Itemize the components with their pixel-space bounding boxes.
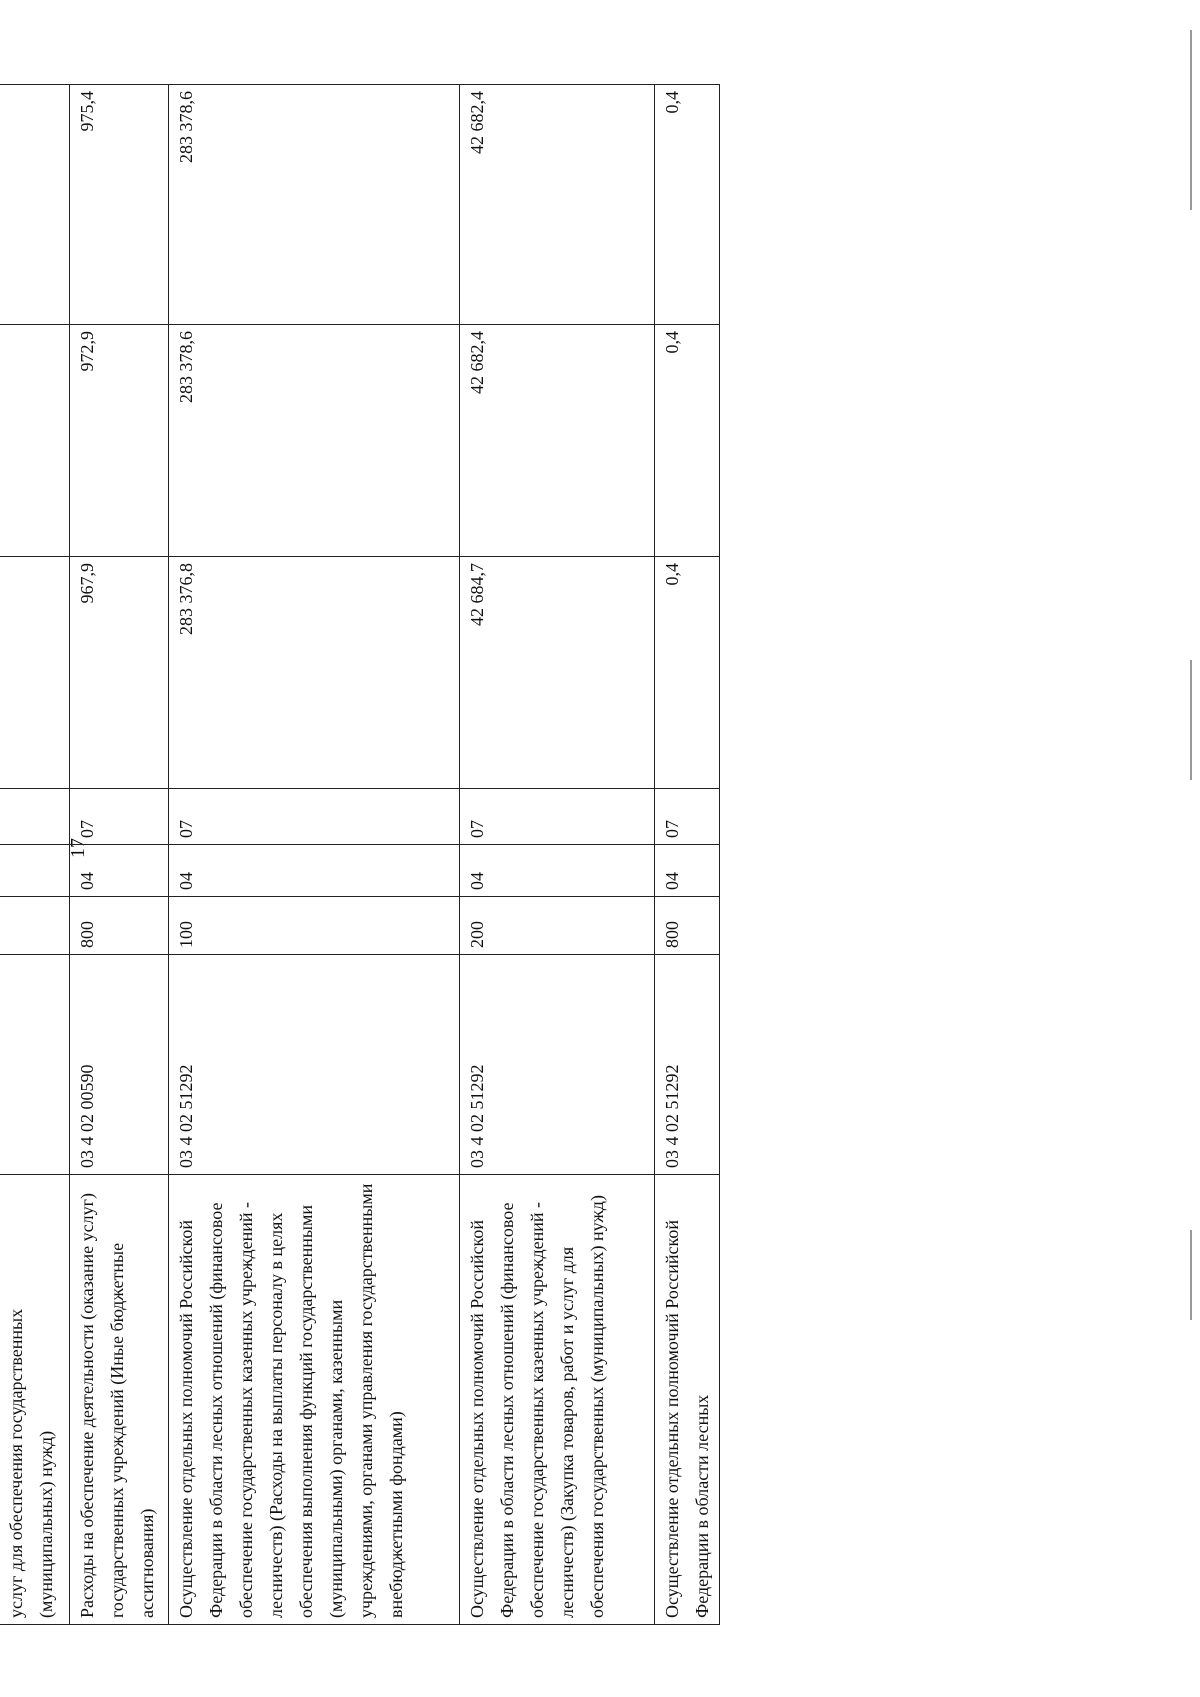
cell-csr: 03 4 02 51292: [169, 955, 460, 1175]
cell-csr: 03 4 02 51292: [460, 955, 655, 1175]
cell-vr: 100: [169, 897, 460, 955]
cell-2026: [0, 325, 70, 557]
cell-pr: 07: [460, 789, 655, 845]
cell-rz: 04: [460, 845, 655, 897]
scan-edge-mark: [1190, 1230, 1192, 1320]
cell-name: услуг для обеспечения государственных (муниципальных) нужд): [0, 1175, 70, 1625]
cell-2026: 0,4: [655, 325, 720, 557]
budget-table-rotated: [0, 85, 712, 1625]
cell-vr: 800: [70, 897, 169, 955]
cell-2025: 42 684,7: [460, 557, 655, 789]
cell-vr: 800: [655, 897, 720, 955]
cell-vr: 200: [460, 897, 655, 955]
cell-2025: 967,9: [70, 557, 169, 789]
cell-csr: [0, 955, 70, 1175]
cell-2027: 975,4: [70, 85, 169, 325]
cell-pr: 07: [70, 789, 169, 845]
cell-2025: 283 376,8: [169, 557, 460, 789]
budget-table: [0, 84, 720, 1625]
table-row: [169, 85, 460, 1625]
cell-pr: [0, 789, 70, 845]
cell-2026: 972,9: [70, 325, 169, 557]
table-row: [0, 85, 70, 1625]
table-row: [70, 85, 169, 1625]
cell-2027: [0, 85, 70, 325]
cell-2027: 283 378,6: [169, 85, 460, 325]
page-number: 17: [67, 838, 89, 858]
cell-rz: [0, 845, 70, 897]
cell-rz: 04: [70, 845, 169, 897]
cell-pr: 07: [655, 789, 720, 845]
cell-csr: 03 4 02 51292: [655, 955, 720, 1175]
cell-rz: 04: [169, 845, 460, 897]
table-row: [460, 85, 655, 1625]
cell-name: Расходы на обеспечение деятельности (оказание услуг) государственных учреждений (Иные бюджетные ассигнования): [70, 1175, 169, 1625]
table-row: [655, 85, 720, 1625]
cell-pr: 07: [169, 789, 460, 845]
cell-csr: 03 4 02 00590: [70, 955, 169, 1175]
scan-edge-mark: [1190, 30, 1192, 210]
cell-name: Осуществление отдельных полномочий Российской Федерации в области лесных: [655, 1175, 720, 1625]
cell-2027: 0,4: [655, 85, 720, 325]
scan-edge-mark: [1190, 660, 1192, 780]
cell-2027: 42 682,4: [460, 85, 655, 325]
cell-rz: 04: [655, 845, 720, 897]
cell-vr: [0, 897, 70, 955]
cell-2026: 283 378,6: [169, 325, 460, 557]
cell-2025: 0,4: [655, 557, 720, 789]
cell-name: Осуществление отдельных полномочий Российской Федерации в области лесных отношений (финансовое обеспечение государственных казенных учреждений - лесничеств) (Расходы на выплаты персоналу в целях обеспечения выполнения функций государственными (муниципальными) органами, казенными учреждениями, органами управления государственными внебюджетными фондами): [169, 1175, 460, 1625]
cell-2025: [0, 557, 70, 789]
cell-2026: 42 682,4: [460, 325, 655, 557]
cell-name: Осуществление отдельных полномочий Российской Федерации в области лесных отношений (финансовое обеспечение государственных казенных учреждений - лесничеств) (Закупка товаров, работ и услуг для обеспечения государственных (муниципальных) нужд): [460, 1175, 655, 1625]
